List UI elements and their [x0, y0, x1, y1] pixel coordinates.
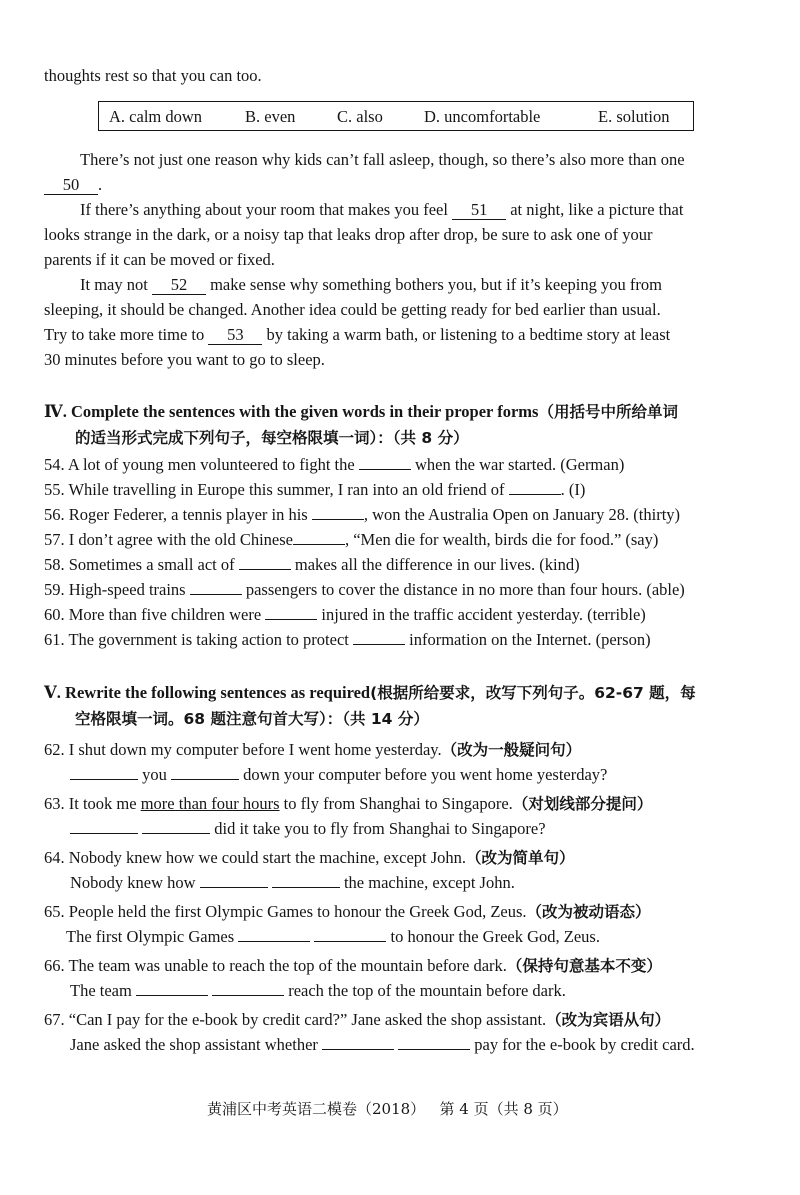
question-54: 54. A lot of young men volunteered to fight the when the war started. (German): [44, 455, 625, 474]
answer-blank[interactable]: [239, 555, 291, 570]
answer-blank[interactable]: [272, 873, 340, 888]
passage-text: There’s not just one reason why kids can’t fall asleep, though, so there’s also more than one: [80, 150, 685, 169]
passage-text: It may not 52 make sense why something bothers you, but if it’s keeping you from: [80, 275, 662, 294]
question-63: 63. It took me more than four hours to fly from Shanghai to Singapore.（对划线部分提问）: [44, 794, 653, 813]
requirement-note: （改为一般疑问句）: [441, 741, 582, 759]
answer-blank[interactable]: [314, 927, 386, 942]
word-option: C. also: [337, 107, 383, 126]
requirement-note: （改为被动语态）: [526, 903, 651, 921]
page-footer: [207, 1098, 568, 1119]
question-64: 64. Nobody knew how we could start the machine, except John.（改为简单句）: [44, 848, 575, 867]
answer-64: Nobody knew how the machine, except John.: [70, 873, 515, 892]
footer-exam-title: 黄浦区中考英语二模卷（2018）: [207, 1100, 426, 1118]
question-65: 65. People held the first Olympic Games to honour the Greek God, Zeus.（改为被动语态）: [44, 902, 651, 921]
answer-blank[interactable]: [190, 580, 242, 595]
question-56: 56. Roger Federer, a tennis player in his , won the Australia Open on January 28. (thirty): [44, 505, 681, 524]
question-60: 60. More than five children were injured in the traffic accident yesterday. (terrible): [44, 605, 646, 624]
requirement-note: （改为简单句）: [466, 849, 575, 867]
answer-blank[interactable]: [212, 981, 284, 996]
answer-blank[interactable]: [322, 1035, 394, 1050]
answer-blank[interactable]: [238, 927, 310, 942]
section-4-heading-cont: 的适当形式完成下列句子，每空格限填一词）：（共 8 分）: [75, 429, 469, 447]
answer-63: did it take you to fly from Shanghai to Singapore?: [70, 819, 546, 839]
word-option: E. solution: [598, 107, 670, 126]
answer-67: Jane asked the shop assistant whether pay for the e-book by credit card.: [70, 1035, 695, 1054]
answer-blank[interactable]: [293, 530, 345, 545]
question-55: 55. While travelling in Europe this summer, I ran into an old friend of . (I): [44, 480, 586, 499]
passage-text: looks strange in the dark, or a noisy tap that leaks drop after drop, be sure to ask one of your: [44, 225, 653, 244]
question-61: 61. The government is taking action to protect information on the Internet. (person): [44, 630, 651, 649]
question-66: 66. The team was unable to reach the top of the mountain before dark.（保持句意基本不变）: [44, 956, 662, 975]
underlined-part: more than four hours: [140, 794, 280, 813]
answer-blank[interactable]: [70, 765, 138, 780]
answer-blank[interactable]: [171, 765, 239, 780]
answer-blank[interactable]: [200, 873, 268, 888]
passage-text: 30 minutes before you want to go to sleep.: [44, 350, 325, 369]
answer-blank[interactable]: [509, 480, 561, 495]
requirement-note: （保持句意基本不变）: [506, 957, 662, 975]
blank-52[interactable]: 52: [152, 277, 206, 295]
answer-blank[interactable]: [359, 455, 411, 470]
answer-65: The first Olympic Games to honour the Greek God, Zeus.: [66, 927, 600, 946]
blank-50[interactable]: 50: [44, 177, 98, 195]
answer-blank[interactable]: [70, 819, 138, 834]
passage-text: Try to take more time to 53 by taking a warm bath, or listening to a bedtime story at least: [44, 325, 671, 344]
answer-blank[interactable]: [142, 819, 210, 834]
requirement-note: （对划线部分提问）: [512, 795, 653, 813]
blank-51[interactable]: 51: [452, 202, 506, 220]
answer-blank[interactable]: [353, 630, 405, 645]
section-5-heading-cont: 空格限填一词。68 题注意句首大写）：（共 14 分）: [75, 710, 429, 728]
question-67: 67. “Can I pay for the e-book by credit card?” Jane asked the shop assistant.（改为宾语从句）: [44, 1010, 671, 1029]
passage-text: 50 .: [44, 175, 102, 195]
answer-66: The team reach the top of the mountain before dark.: [70, 981, 566, 1000]
requirement-note: （改为宾语从句）: [546, 1011, 671, 1029]
passage-text: sleeping, it should be changed. Another idea could be getting ready for bed earlier than usual.: [44, 300, 661, 319]
question-62: 62. I shut down my computer before I went home yesterday.（改为一般疑问句）: [44, 740, 582, 759]
answer-blank[interactable]: [398, 1035, 470, 1050]
word-option: D. uncomfortable: [424, 107, 541, 126]
word-option: B. even: [245, 107, 296, 126]
section-5-heading: Ⅴ. Rewrite the following sentences as required(根据所给要求，改写下列句子。62-67 题，每: [44, 683, 696, 702]
answer-blank[interactable]: [136, 981, 208, 996]
word-option: A. calm down: [109, 107, 203, 126]
answer-62: you down your computer before you went home yesterday?: [70, 765, 607, 785]
question-58: 58. Sometimes a small act of makes all the difference in our lives. (kind): [44, 555, 580, 574]
question-59: 59. High-speed trains passengers to cover the distance in no more than four hours. (able): [44, 580, 685, 599]
section-4-heading: Ⅳ. Complete the sentences with the given words in their proper forms（用括号中所给单词: [44, 402, 678, 421]
blank-53[interactable]: 53: [208, 327, 262, 345]
passage-text: If there’s anything about your room that makes you feel 51 at night, like a picture that: [80, 200, 684, 219]
answer-blank[interactable]: [312, 505, 364, 520]
question-57: 57. I don’t agree with the old Chinese , “Men die for wealth, birds die for food.” (say): [44, 530, 659, 549]
word-box: [98, 101, 694, 131]
answer-blank[interactable]: [265, 605, 317, 620]
passage-text: thoughts rest so that you can too.: [44, 66, 262, 85]
passage-text: parents if it can be moved or fixed.: [44, 250, 275, 269]
footer-page-number: 第 4 页（共 8 页）: [439, 1100, 568, 1118]
